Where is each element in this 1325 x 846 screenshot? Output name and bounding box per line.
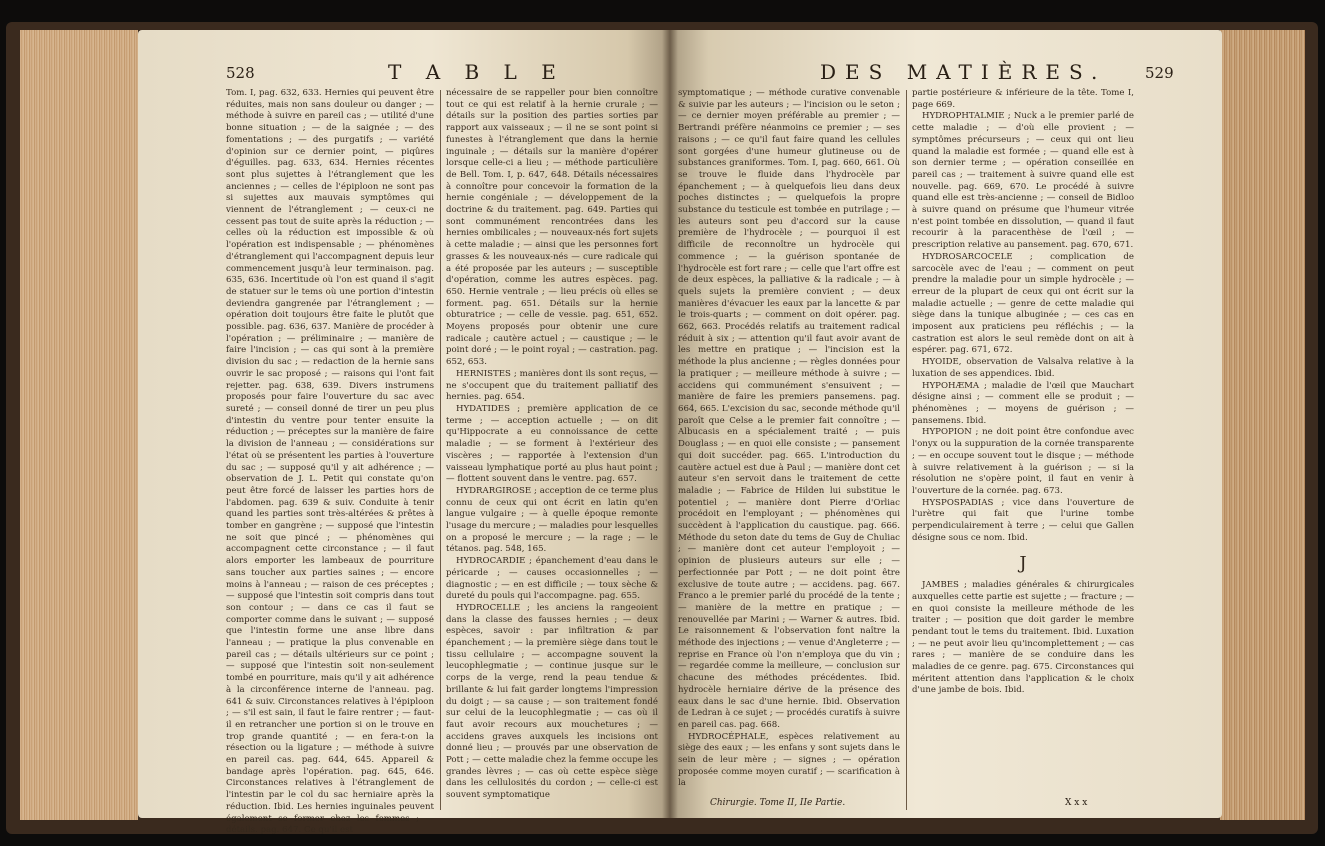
entry-text: HYDROCÉPHALE, espèces relativement au siège des eaux ; — les enfans y sont sujets dans le sein de leur mère ; — signes ; — opération proposée comme moyen curatif ; — scarification à la	[678, 731, 900, 789]
entry-text: HYDRARGIROSE ; acception de ce terme plus connu de ceux qui ont écrit en latin qu'en langue vulgaire ; — à quelle époque remonte l'usage du mercure ; — maladies pour lesquelles on a proposé le mercure ; — la rage ; — le tétanos. pag. 548, 165.	[446, 485, 658, 555]
page-edges-right	[1220, 30, 1305, 820]
book-gutter	[662, 30, 678, 818]
right-column-1	[678, 88, 900, 794]
page-edges-left	[20, 30, 138, 820]
column-rule	[906, 90, 907, 810]
entry-text: HYDROSARCOCELE ; complication de sarcocèle avec de l'eau ; — comment on peut prendre la maladie pour un simple hydrocèle ; — erreur de la plupart de ceux qui ont écrit sur la maladie actuelle ; — genre de cette maladie qui siège dans la tunique albuginée ; — ces cas en imposent aux praticiens peu réfléchis ; — la castration est alors le seul remède dont on ait à espérer. pag. 671, 672.	[912, 251, 1134, 356]
entry-text: HYPOPION ; ne doit point être confondue avec l'onyx ou la suppuration de la cornée transparente ; — en occupe souvent tout le disque ; — méthode à suivre relativement à la guérison ; — si la résolution ne s'opère point, il faut en venir à l'ouverture de la cornée. pag. 673.	[912, 427, 1134, 496]
left-page-number: 528	[226, 64, 255, 82]
signature-mark: X x x	[1065, 798, 1088, 808]
entry-text: HERNISTES ; manières dont ils sont reçus, — ne s'occupent que du traitement palliatif des hernies. pag. 654.	[446, 368, 658, 403]
entry-text: Tom. I, pag. 632, 633. Hernies qui peuvent être réduites, mais non sans douleur ou danger ; — méthode à suivre en pareil cas ; — utilité d'une bonne situation ; — de la saignée ; — des fomentations ; — des purgatifs ; — variété d'opinion sur ce dernier point, — piqûres d'éguilles. pag. 633, 634. Hernies récentes sont plus sujettes à l'étranglement que les anciennes ; — celles de l'épiploon ne sont pas si sujettes aux mauvais symptômes qui viennent de l'étranglement ; — ceux-ci ne cessent pas tout de suite après la réduction ; — celles où la réduction est impossible & où l'opération est indispensable ; — phénomènes d'étranglement qui l'accompagnent depuis leur commencement jusqu'à leur terminaison. pag. 635, 636. Incertitude où l'on est quand il s'agit de statuer sur le tems où une portion d'intestin deviendra gangrenée par l'étranglement ; — opération doit toujours être faite le plutôt que possible. pag. 636, 637. Manière de procéder à l'opération ; — préliminaire ; — manière de faire l'incision ; — cas qui sont à la première division du sac ; — redaction de la hernie sans ouvrir le sac proposé ; — raisons qui l'ont fait rejetter. pag. 638, 639. Divers instrumens proposés pour faire l'ouverture du sac avec sureté ; — conseil donné de tirer un peu plus d'intestin du ventre pour tenter ensuite la réduction ; — préceptes sur la manière de faire la division de l'anneau ; — considérations sur l'état où se présentent les parties à l'ouverture du sac ; — supposé qu'il y ait adhérence ; — observation de J. L. Petit qui constate qu'on peut être forcé de laisser les parties hors de l'abdomen. pag. 639 & suiv. Conduite à tenir quand les parties sont très-altérées & prêtes à tomber en gangrène ; — supposé que l'intestin ne soit que pincé ; — phénomènes qui accompagnent cette circonstance ; — il faut alors emporter les lambeaux de pourriture sans toucher aux parties saines ; — encore moins à l'anneau ; — raison de ces préceptes ; — supposé que l'intestin soit compris dans tout son contour ; — dans ce cas il faut se comporter comme dans le suivant ; — supposé que l'intestin forme une anse libre dans l'anneau ; — pratique la plus convenable en pareil cas ; — détails ultérieurs sur ce point ; — supposé que l'intestin soit non-seulement tombé en pourriture, mais qu'il y ait adhérence à la circonférence interne de l'anneau. pag. 641 & suiv. Circonstances relatives à l'épiploon ; — s'il est sain, il faut le faire rentrer ; — faut-il en retrancher une portion si on le trouve en trop grande quantité ; — en fera-t-on la résection ou la ligature ; — méthode à suivre en pareil cas. pag. 644, 645. Appareil & bandage après l'opération. pag. 645, 646. Circonstances relatives à l'étranglement de l'intestin par le col du sac herniaire après la réduction. Ibid. Les hernies inguinales peuvent également se former chez les femmes ; — détails. pag. 647. Ce qu'il est	[226, 88, 434, 836]
entry-text: HYDROCARDIE ; épanchement d'eau dans le péricarde ; — causes occasionnelles ; — diagnostic ; — en est difficile ; — toux sèche & dureté du pouls qui l'accompagne. pag. 655.	[446, 556, 658, 602]
entry-text: HYDROPHTALMIE ; Nuck a le premier parlé de cette maladie ; — d'où elle provient ; — symptômes précurseurs ; — ceux qui ont lieu quand la maladie est formée ; — quand elle est à son dernier terme ; — opération conseillée en pareil cas ; — traitement à suivre quand elle est nouvelle. pag. 669, 670. Le procédé à suivre quand elle est très-ancienne ; — conseil de Bidloo à suivre quand on présume que l'humeur vitrée n'est point tombée en dissolution, — quand il faut recourir à la paracenthèse de l'œil ; — prescription relative au pansement. pag. 670, 671.	[912, 111, 1134, 251]
right-page	[670, 30, 1222, 818]
left-column-2	[446, 88, 658, 808]
column-rule	[440, 90, 441, 810]
entry-text: HYPOHÆMA ; maladie de l'œil que Mauchart désigne ainsi ; — comment elle se produit ; — phénomènes ; — moyens de guérison ; — pansemens. Ibid.	[912, 380, 1134, 426]
right-running-head: DES MATIÈRES.	[820, 60, 1107, 84]
entry-text: HYSPOSPADIAS ; vice dans l'ouverture de l'urètre qui fait que l'urine tombe perpendiculairement à terre ; — celui que Gallen désigne sous ce nom. Ibid.	[912, 497, 1134, 543]
right-page-number: 529	[1145, 64, 1174, 82]
entry-text: nécessaire de se rappeller pour bien connoître tout ce qui est relatif à la hernie crurale ; — détails sur la position des parties sorties par rapport aux vaisseaux ; — il ne se sont point si funestes à l'étranglement que dans la hernie inguinale ; — détails sur la manière d'opérer lorsque celle-ci a lieu ; — méthode particulière de Bell. Tom. I, p. 647, 648. Détails nécessaires à connoître pour concevoir la formation de la hernie congéniale ; — développement de la doctrine & du traitement. pag. 649. Parties qui sont communément rencontrées dans les hernies ombilicales ; — nouveaux-nés fort sujets à cette maladie ; — ainsi que les personnes fort grasses & les nouveaux-nés — cure radicale qui a été proposée par les auteurs ; — susceptible d'opération, comme les autres espèces. pag. 650. Hernie ventrale ; — lieu précis où elles se forment. pag. 651. Détails sur la hernie obturatrice ; — celle de vessie. pag. 651, 652. Moyens proposés pour obtenir une cure radicale ; cautère actuel ; — caustique ; — le point doré ; — le point royal ; — castration. pag. 652, 653.	[446, 88, 658, 368]
entry-text: HYDROCELLE ; les anciens la rangeoient dans la classe des fausses hernies ; — deux espèces, savoir : par infiltration & par épanchement ; — la première siège dans tout le tissu cellulaire ; — accompagne souvent la leucophlegmatie ; — continue jusque sur le corps de la verge, rend la peau tendue & brillante & lui fait garder longtems l'impression du doigt ; — sa cause ; — son traitement fondé sur celui de la leucophlegmatie ; — cas où il faut avoir recours aux mouchetures ; — accidens graves auxquels les incisions ont donné lieu ; — prouvés par une observation de Pott ; — cette maladie chez la femme occupe les grandes lèvres ; — cas où cette espèce siège dans les cellulosités du cordon ; — celle-ci est souvent symptomatique	[446, 602, 658, 801]
section-letter: J	[1019, 553, 1027, 575]
right-column-2	[912, 88, 1134, 794]
entry-text: partie postérieure & inférieure de la tête. Tome I, page 669.	[912, 88, 1134, 110]
entry-text: JAMBES ; maladies générales & chirurgicales auxquelles cette partie est sujette ; — fracture ; — en quoi consiste la meilleure méthode de les traiter ; — position que doit garder le membre pendant tout le tems du traitement. Ibid. Luxation ; — ne peut avoir lieu qu'incomplettement ; — cas rares ; — manière de se conduire dans les maladies de ce genre. pag. 675. Circonstances qui méritent attention dans l'application & le choix d'une jambe de bois. Ibid.	[912, 580, 1134, 696]
entry-text: HYDATIDES ; première application de ce terme ; — acception actuelle ; — on dit qu'Hippocrate a eu connoissance de cette maladie ; — se forment à l'extérieur des viscères ; — rapportée à l'extension d'un vaisseau lymphatique porté au plus haut point ; — flottent souvent dans le ventre. pag. 657.	[446, 403, 658, 485]
left-running-head: T A B L E	[388, 60, 565, 84]
left-column-1	[226, 88, 434, 836]
entry-text: symptomatique ; — méthode curative convenable & suivie par les auteurs ; — l'incision ou le seton ; — ce dernier moyen préférable au premier ; — Bertrandi préfère néanmoins ce premier ; — ses raisons ; — ce qu'il faut faire quand les cellules sont gorgées d'une humeur glutineuse ou de substances graniformes. Tom. I, pag. 660, 661. Où se trouve le fluide dans l'hydrocèle par épanchement ; — à quelquefois lieu dans deux poches distinctes ; — quelquefois la propre substance du testicule est tombée en putrilage ; — les auteurs sont peu d'accord sur la cause première de l'hydrocèle ; — pourquoi il est difficile de reconnoître un hydrocèle qui commence ; — la guérison spontanée de l'hydrocèle est fort rare ; — celle que l'art offre est de deux espèces, la palliative & la radicale ; — à quels sujets la première convient ; — deux manières d'évacuer les eaux par la lancette & par le trois-quarts ; — comment on doit opérer. pag. 662, 663. Procédés relatifs au traitement radical réduit à six ; — attention qu'il faut avoir avant de les mettre en pratique ; — l'incision est la méthode la plus ancienne ; — règles données pour la pratiquer ; — meilleure méthode à suivre ; — accidens qui communément s'ensuivent ; — manière de faire les premiers pansemens. pag. 664, 665. L'excision du sac, seconde méthode qu'il paroît que Celse a le premier fait connoître ; — Albucasis en a spécialement traité ; — puis Douglass ; — en quoi elle consiste ; — pansement qui doit succéder. pag. 665. L'introduction du cautère actuel est due à Paul ; — manière dont cet auteur s'en servoit dans le traitement de cette maladie ; — Fabrice de Hilden lui substitue le potentiel ; — manière dont Pierre d'Orliac procédoit en l'employant ; — phénomènes qui succèdent à l'application du caustique. pag. 666. Méthode du seton date du tems de Guy de Chuliac ; — manière dont cet auteur l'employoit ; — opinion de plusieurs auteurs sur elle ; — perfectionnée par Pott ; — ne doit point être exclusive de toute autre ; — accidens. pag. 667. Franco a le premier parlé du procédé de la tente ; — manière de la mettre en pratique ; — renouvellée par Marini ; — Warner & autres. Ibid. Le raisonnement & l'observation font naître la méthode des injections ; — venue d'Angleterre ; — reprise en France où l'on n'employa que du vin ; — regardée comme la meilleure, — conclusion sur chacune des méthodes précédentes. Ibid. hydrocèle herniaire dérive de la présence des eaux dans le sac d'une hernie. Ibid. Observation de Ledran à ce sujet ; — procédés curatifs à suivre en pareil cas. pag. 668.	[678, 88, 900, 730]
left-page	[138, 30, 670, 836]
entry-text: HYOIDE, observation de Valsalva relative à la luxation de ses appendices. Ibid.	[912, 357, 1134, 379]
page-footer: Chirurgie. Tome II, IIe Partie.	[710, 798, 846, 808]
